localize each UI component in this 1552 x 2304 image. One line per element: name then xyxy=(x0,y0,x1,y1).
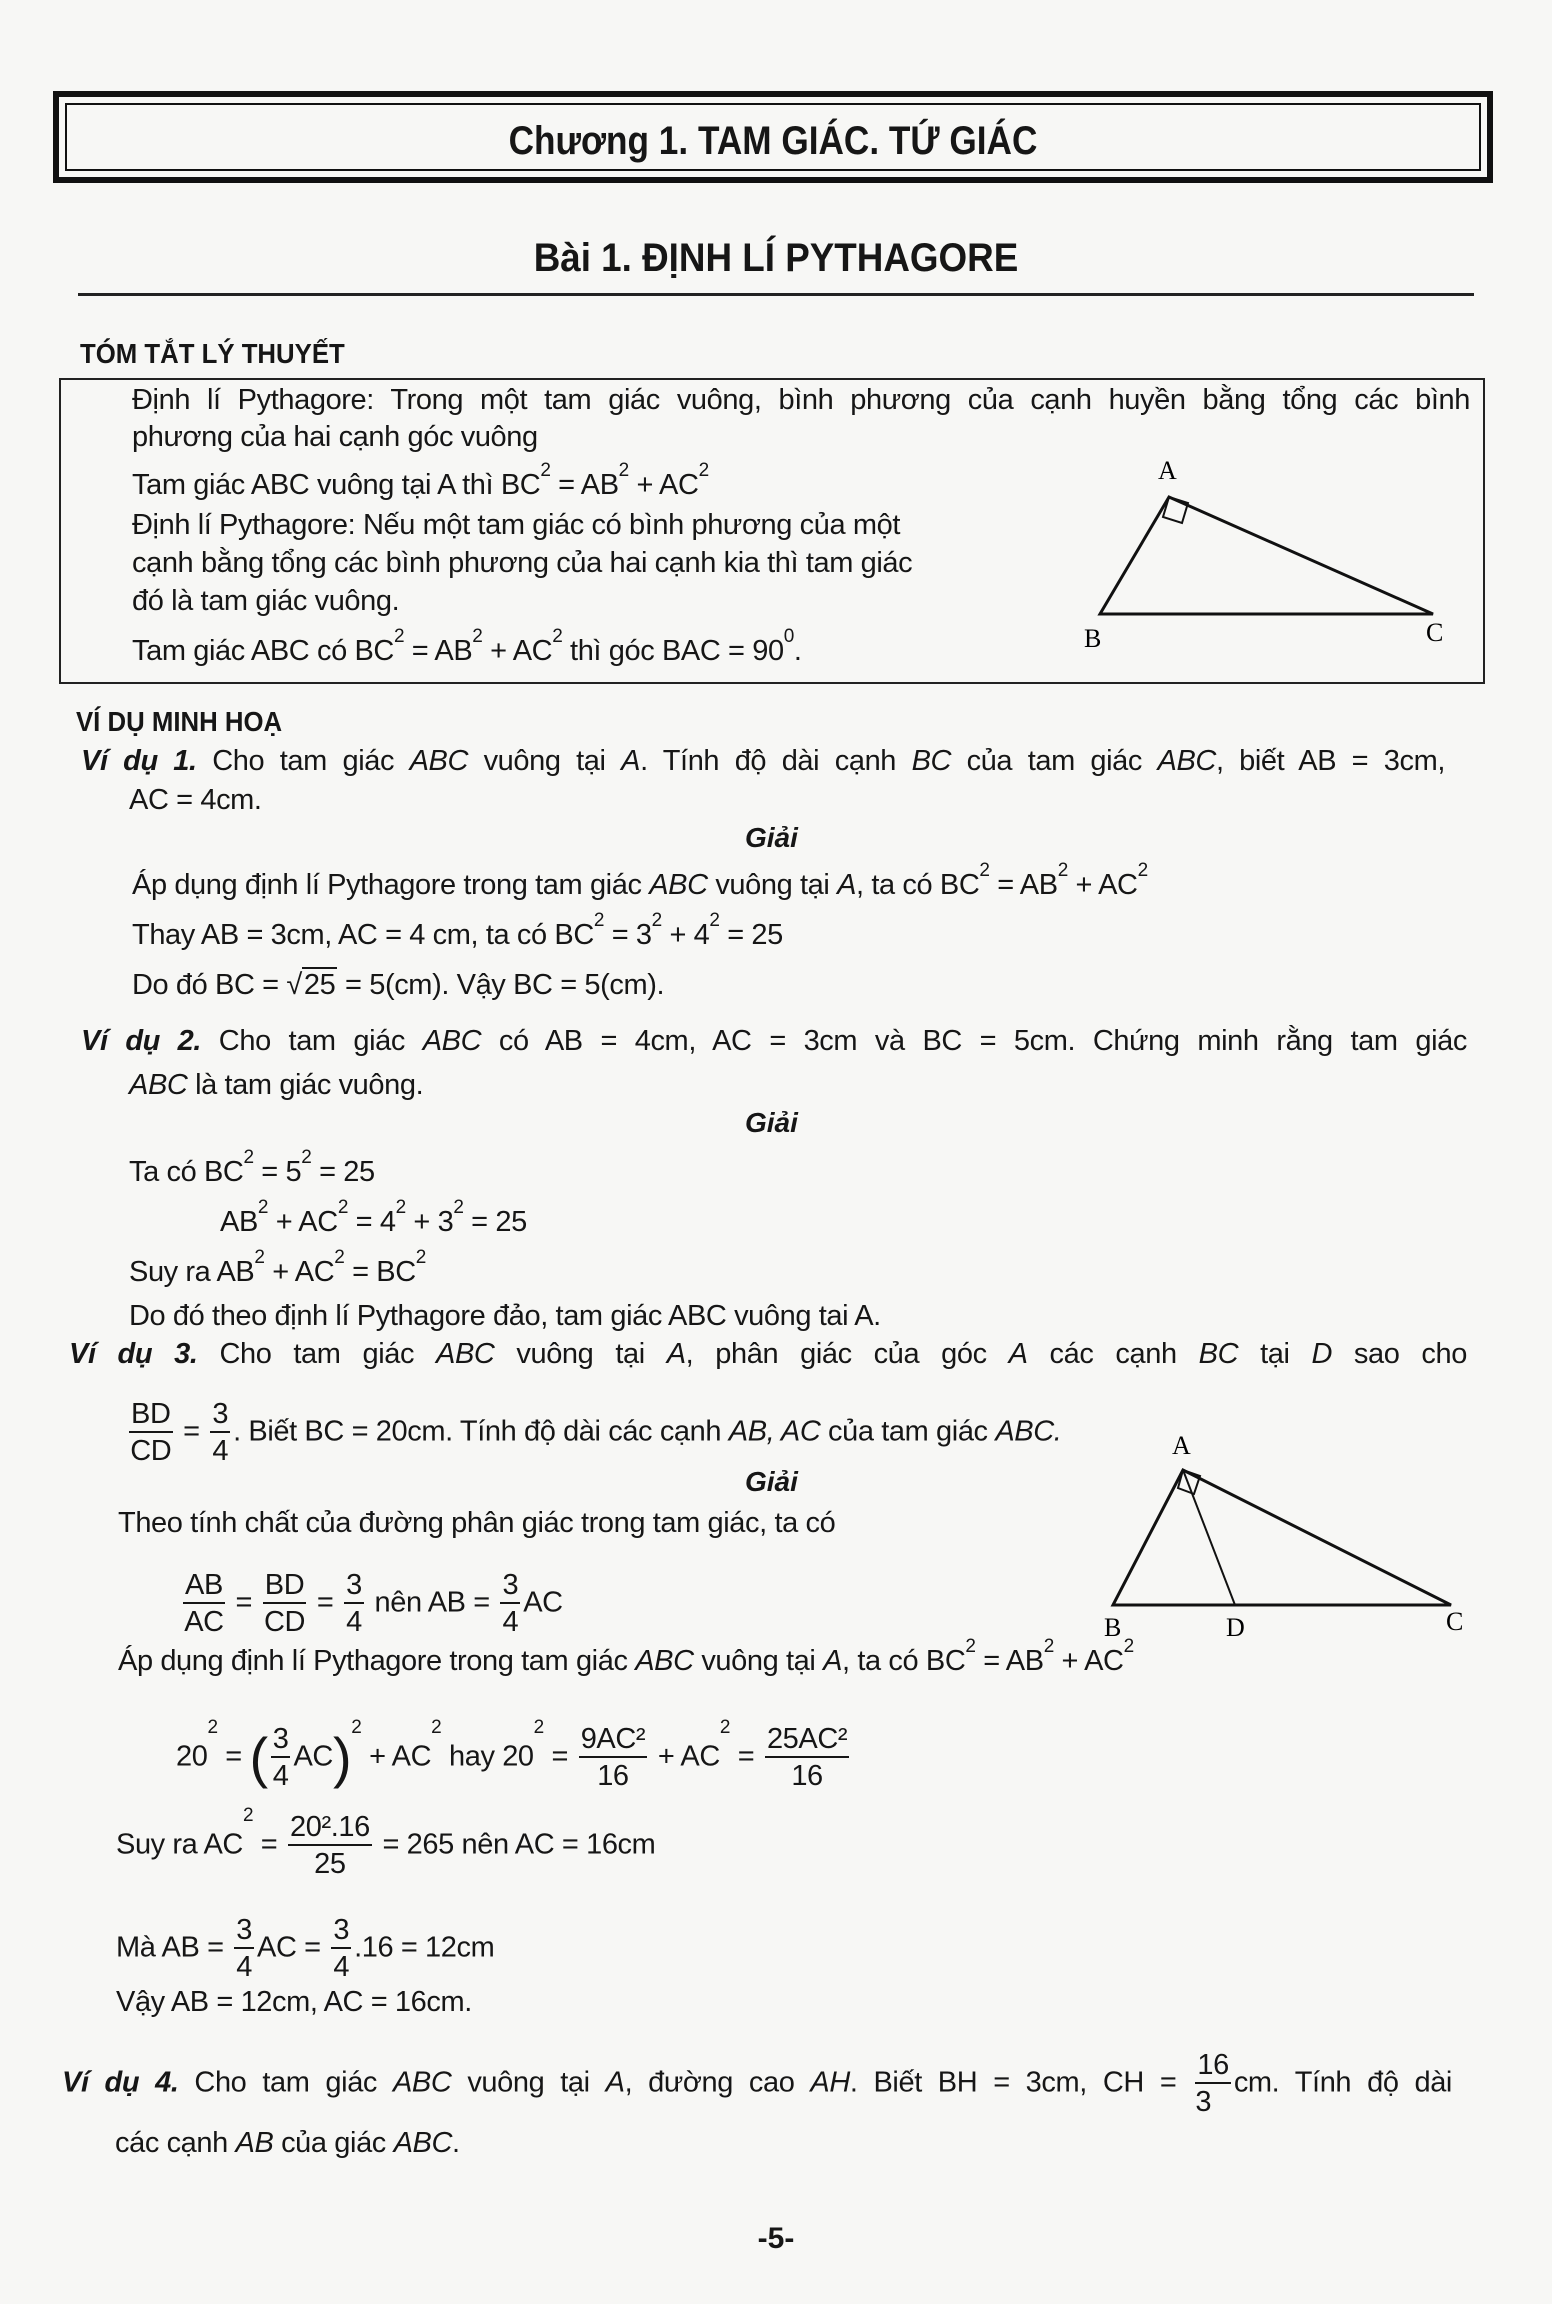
italic-text: D xyxy=(1311,1338,1332,1370)
denominator: CD xyxy=(263,1606,306,1639)
example-3-statement xyxy=(126,1399,1061,1467)
example-label: Ví dụ 4. xyxy=(62,2066,179,2099)
italic-text: ABC xyxy=(129,1069,188,1101)
solution-line xyxy=(132,967,664,1003)
numerator: AB xyxy=(183,1570,225,1604)
solution-line xyxy=(129,1247,426,1290)
text-run: vuông tại xyxy=(468,745,622,777)
superscript: 2 xyxy=(540,460,551,481)
solution-line xyxy=(220,1197,527,1240)
italic-text: A xyxy=(837,869,857,901)
summary-heading: TÓM TẮT LÝ THUYẾT xyxy=(80,338,345,369)
text-run: = AB xyxy=(550,469,619,501)
numerator: 9AC² xyxy=(579,1724,647,1758)
fraction xyxy=(1195,2050,1230,2118)
example-label: Ví dụ 1. xyxy=(81,745,197,777)
text-run: = 265 nên AC = 16cm xyxy=(374,1828,656,1861)
text-run: = xyxy=(543,1740,576,1773)
text-run: + AC xyxy=(268,1206,338,1238)
text-run: các cạnh xyxy=(1027,1338,1199,1370)
text-run: , phân giác của góc xyxy=(685,1338,1009,1370)
superscript: 2 xyxy=(242,1805,254,1826)
examples-heading: VÍ DỤ MINH HOẠ xyxy=(76,706,283,737)
parenthesis: ( xyxy=(249,1725,268,1789)
denominator: 4 xyxy=(502,1606,519,1639)
superscript: 2 xyxy=(207,1717,218,1738)
text-run: 20 xyxy=(176,1740,208,1773)
parenthesis: ) xyxy=(332,1725,352,1789)
text-run: tại xyxy=(1238,1338,1312,1370)
solution-line xyxy=(116,1915,494,1983)
text-run: Mà AB = xyxy=(116,1931,232,1964)
denominator: AC xyxy=(184,1606,224,1639)
text-run: = 5 xyxy=(253,1156,302,1188)
italic-text: ABC xyxy=(635,1645,694,1677)
example-4-statement xyxy=(62,2050,1452,2118)
fraction xyxy=(765,1724,849,1792)
bisector-triangle-figure xyxy=(1090,1430,1490,1650)
text-run: AB xyxy=(220,1206,258,1238)
example-4-statement xyxy=(115,2125,460,2161)
vertex-c-label: C xyxy=(1426,618,1444,647)
text-run: Tam giác ABC vuông tại A thì BC xyxy=(132,469,541,501)
text-run: = AB xyxy=(404,635,473,667)
text-run: Suy ra AC xyxy=(116,1828,243,1861)
text-run: Cho tam giác xyxy=(196,745,410,777)
text-run: = 4 xyxy=(347,1206,396,1238)
text-run: Do đó theo định lí Pythagore đảo, tam giác ABC vuông tai A. xyxy=(129,1300,881,1332)
text-run: Cho tam giác xyxy=(201,1025,423,1057)
numerator: 25AC² xyxy=(765,1724,849,1758)
numerator: 3 xyxy=(331,1915,351,1949)
italic-text: BC xyxy=(1198,1338,1239,1370)
superscript: 2 xyxy=(533,1717,544,1738)
text-run: thì góc BAC = 90 xyxy=(562,635,784,667)
text-run: + AC xyxy=(628,469,699,501)
numerator: 3 xyxy=(234,1915,254,1949)
denominator: 16 xyxy=(791,1760,823,1793)
text-run: nên AB = xyxy=(366,1586,498,1619)
solution-line xyxy=(176,1717,852,1793)
example-2-statement xyxy=(81,1023,1467,1059)
superscript: 0 xyxy=(783,626,794,647)
fraction xyxy=(234,1915,254,1983)
italic-text: ABC xyxy=(1157,745,1216,777)
text-run: . xyxy=(452,2127,460,2159)
solution-line xyxy=(116,1984,472,2020)
text-run: + AC xyxy=(1067,869,1138,901)
text-run: AC = 4cm. xyxy=(129,784,262,816)
superscript: 2 xyxy=(593,910,605,931)
italic-text: AB xyxy=(235,2127,274,2159)
text-run: vuông tại xyxy=(451,2066,606,2099)
superscript: 2 xyxy=(1123,1636,1134,1657)
text-run: = xyxy=(175,1415,208,1448)
italic-text: ABC xyxy=(392,2066,452,2099)
italic-text: ABC xyxy=(409,745,469,777)
theory-line xyxy=(132,419,538,455)
theory-line xyxy=(132,460,709,503)
fraction xyxy=(271,1724,291,1792)
fraction xyxy=(263,1570,307,1638)
text-run: , đường cao xyxy=(624,2066,811,2099)
theory-line xyxy=(132,507,900,543)
text-run: của tam giác xyxy=(951,745,1158,777)
text-run: cm. Tính độ dài xyxy=(1233,2066,1452,2099)
text-run: sao cho xyxy=(1331,1338,1467,1370)
superscript: 2 xyxy=(243,1147,254,1168)
superscript: 2 xyxy=(257,1197,269,1218)
numerator: 20².16 xyxy=(288,1812,372,1846)
superscript: 2 xyxy=(979,860,990,881)
text-run: Cho tam giác xyxy=(178,2066,393,2099)
text-run: Do đó BC = √ xyxy=(132,969,302,1001)
text-run: vuông tại xyxy=(494,1338,667,1370)
text-run: các cạnh xyxy=(115,2127,236,2159)
solution-line xyxy=(132,910,783,953)
right-triangle-figure xyxy=(1070,445,1490,655)
denominator: 4 xyxy=(333,1951,350,1984)
vertex-b-label: B xyxy=(1084,624,1102,653)
text-run: là tam giác vuông. xyxy=(187,1069,424,1101)
solution-line xyxy=(116,1805,656,1881)
text-run: = 25 xyxy=(463,1206,527,1238)
italic-text: BC xyxy=(911,745,952,777)
example-label: Ví dụ 3. xyxy=(69,1338,198,1370)
italic-text: A xyxy=(1008,1338,1028,1370)
text-run: Định lí Pythagore: Nếu một tam giác có bình phương của một xyxy=(132,509,901,541)
solution-line xyxy=(118,1636,1134,1679)
italic-text: ABC xyxy=(436,1338,495,1370)
fraction xyxy=(500,1570,520,1638)
text-run: + 3 xyxy=(405,1206,454,1238)
numerator: 3 xyxy=(344,1570,364,1604)
example-2-statement xyxy=(129,1067,423,1103)
text-run: hay 20 xyxy=(441,1740,534,1773)
denominator: 4 xyxy=(346,1606,362,1639)
lesson-title: Bài 1. ĐỊNH LÍ PYTHAGORE xyxy=(533,236,1019,280)
text-run: đó là tam giác vuông. xyxy=(132,585,400,617)
text-run: + AC xyxy=(1053,1645,1124,1677)
text-run: + AC xyxy=(361,1740,432,1773)
superscript: 2 xyxy=(254,1247,265,1268)
superscript: 2 xyxy=(709,910,720,931)
numerator: 16 xyxy=(1195,2050,1230,2084)
text-run: = AB xyxy=(989,869,1058,901)
italic-text: A xyxy=(666,1338,686,1370)
text-run: Định lí Pythagore: Trong một tam giác vuông, bình phương của cạnh huyền bằng tổng các bình xyxy=(132,384,1470,416)
solution-line xyxy=(180,1570,563,1638)
fraction xyxy=(579,1724,647,1792)
superscript: 2 xyxy=(301,1147,312,1168)
fraction xyxy=(288,1812,372,1880)
numerator: BD xyxy=(129,1399,173,1433)
superscript: 2 xyxy=(719,1717,731,1738)
text-run: Áp dụng định lí Pythagore trong tam giác xyxy=(118,1645,636,1677)
text-run: có AB = 4cm, AC = 3cm và BC = 5cm. Chứng minh rằng tam giác xyxy=(481,1025,1467,1057)
text-run: = AB xyxy=(975,1645,1044,1677)
text-run: + AC xyxy=(482,635,553,667)
fraction xyxy=(331,1915,351,1983)
chapter-title-box xyxy=(53,91,1493,183)
numerator: 3 xyxy=(210,1399,230,1433)
italic-text: A xyxy=(823,1645,843,1677)
superscript: 2 xyxy=(472,626,483,647)
vertex-b-label: B xyxy=(1104,1613,1122,1642)
text-run: = xyxy=(227,1586,260,1619)
point-d-label: D xyxy=(1226,1613,1245,1642)
text-run: = 5(cm). Vậy BC = 5(cm). xyxy=(337,969,665,1001)
superscript: 2 xyxy=(698,460,709,481)
text-run: = 3 xyxy=(604,919,652,951)
solution-line xyxy=(129,1147,375,1190)
solution-label: Giải xyxy=(745,1466,798,1497)
text-run: + AC xyxy=(264,1256,335,1288)
text-run: . xyxy=(793,635,802,667)
text-run: . Tính độ dài cạnh xyxy=(640,745,912,777)
denominator: 25 xyxy=(314,1848,346,1881)
vertex-c-label: C xyxy=(1446,1607,1464,1636)
text-run: . Biết BH = 3cm, CH = xyxy=(849,2066,1193,2099)
text-run: của tam giác xyxy=(820,1415,996,1448)
text-run: + 4 xyxy=(661,919,710,951)
text-run: = xyxy=(253,1828,285,1861)
superscript: 2 xyxy=(552,626,563,647)
vertex-a-label: A xyxy=(1172,1431,1191,1460)
text-run: vuông tại xyxy=(693,1645,824,1677)
text-run: Cho tam giác xyxy=(197,1338,436,1370)
text-run: Suy ra AB xyxy=(129,1256,255,1288)
example-label: Ví dụ 2. xyxy=(81,1025,202,1057)
text-run: . Biết BC = 20cm. Tính độ dài các cạnh xyxy=(233,1415,729,1448)
numerator: 3 xyxy=(271,1724,291,1758)
italic-text: ABC xyxy=(649,869,708,901)
italic-text: A xyxy=(621,745,641,777)
solution-line xyxy=(129,1298,881,1334)
text-run: = xyxy=(217,1740,250,1773)
theory-line xyxy=(132,545,912,581)
text-run: AC xyxy=(293,1740,333,1773)
superscript: 2 xyxy=(431,1717,442,1738)
superscript: 2 xyxy=(1137,860,1148,881)
superscript: 2 xyxy=(453,1197,464,1218)
superscript: 2 xyxy=(1043,1636,1054,1657)
denominator: 4 xyxy=(212,1435,229,1468)
text-run: , ta có BC xyxy=(842,1645,966,1677)
example-1-statement xyxy=(81,743,1445,779)
superscript: 2 xyxy=(337,1197,348,1218)
solution-line xyxy=(132,860,1148,903)
text-run: Ta có BC xyxy=(129,1156,244,1188)
italic-text: ABC. xyxy=(995,1415,1062,1448)
text-run: AC xyxy=(523,1586,563,1619)
text-run: cạnh bằng tổng các bình phương của hai cạnh kia thì tam giác xyxy=(132,547,913,579)
text-run: = xyxy=(730,1740,762,1773)
solution-label: Giải xyxy=(745,822,798,853)
superscript: 2 xyxy=(351,1717,362,1738)
text-run: phương của hai cạnh góc vuông xyxy=(132,421,538,453)
vertex-a-label: A xyxy=(1158,456,1177,485)
text-run: , biết AB = 3cm, xyxy=(1215,745,1446,777)
text-run: AC = xyxy=(257,1931,329,1964)
chapter-title: Chương 1. TAM GIÁC. TỨ GIÁC xyxy=(508,119,1038,163)
fraction xyxy=(183,1570,225,1638)
superscript: 2 xyxy=(651,910,662,931)
text-run: Vậy AB = 12cm, AC = 16cm. xyxy=(116,1986,472,2018)
theory-line xyxy=(132,626,802,669)
example-1-statement xyxy=(129,782,262,818)
text-run: Tam giác ABC có BC xyxy=(132,635,394,667)
text-run: Thay AB = 3cm, AC = 4 cm, ta có BC xyxy=(132,919,594,951)
text-run: .16 = 12cm xyxy=(354,1931,495,1964)
denominator: 4 xyxy=(236,1951,253,1984)
text-run: của giác xyxy=(273,2127,394,2159)
denominator: 16 xyxy=(597,1760,629,1793)
text-run: Theo tính chất của đường phân giác trong tam giác, ta có xyxy=(118,1507,836,1539)
example-3-statement xyxy=(69,1336,1467,1372)
denominator: 3 xyxy=(1195,2086,1212,2119)
text-run: , ta có BC xyxy=(856,869,980,901)
fraction xyxy=(344,1570,364,1638)
square-root: 25 xyxy=(303,969,336,1001)
superscript: 2 xyxy=(415,1247,426,1268)
italic-text: ABC xyxy=(393,2127,452,2159)
text-run: = BC xyxy=(344,1256,416,1288)
text-run: = 25 xyxy=(719,919,783,951)
superscript: 2 xyxy=(393,626,405,647)
text-run: + AC xyxy=(650,1740,720,1773)
theory-line xyxy=(132,382,1470,418)
superscript: 2 xyxy=(395,1197,406,1218)
text-run: vuông tại xyxy=(707,869,838,901)
italic-text: A xyxy=(605,2066,625,2099)
denominator: CD xyxy=(130,1435,172,1468)
italic-text: AB, AC xyxy=(728,1415,821,1448)
superscript: 2 xyxy=(965,1636,976,1657)
text-run: Áp dụng định lí Pythagore trong tam giác xyxy=(132,869,650,901)
superscript: 2 xyxy=(1057,860,1068,881)
solution-line xyxy=(118,1505,835,1541)
superscript: 2 xyxy=(334,1247,345,1268)
denominator: 4 xyxy=(272,1760,289,1793)
fraction xyxy=(129,1399,173,1467)
text-run: = xyxy=(309,1586,342,1619)
theory-line xyxy=(132,583,399,619)
page-number: -5- xyxy=(757,2222,795,2255)
superscript: 2 xyxy=(618,460,629,481)
fraction xyxy=(210,1399,230,1467)
text-run: = 25 xyxy=(311,1156,375,1188)
italic-text: AH xyxy=(810,2066,850,2099)
numerator: 3 xyxy=(500,1570,520,1604)
italic-text: ABC xyxy=(422,1025,482,1057)
divider xyxy=(78,293,1474,296)
solution-label: Giải xyxy=(745,1107,798,1138)
numerator: BD xyxy=(263,1570,307,1604)
